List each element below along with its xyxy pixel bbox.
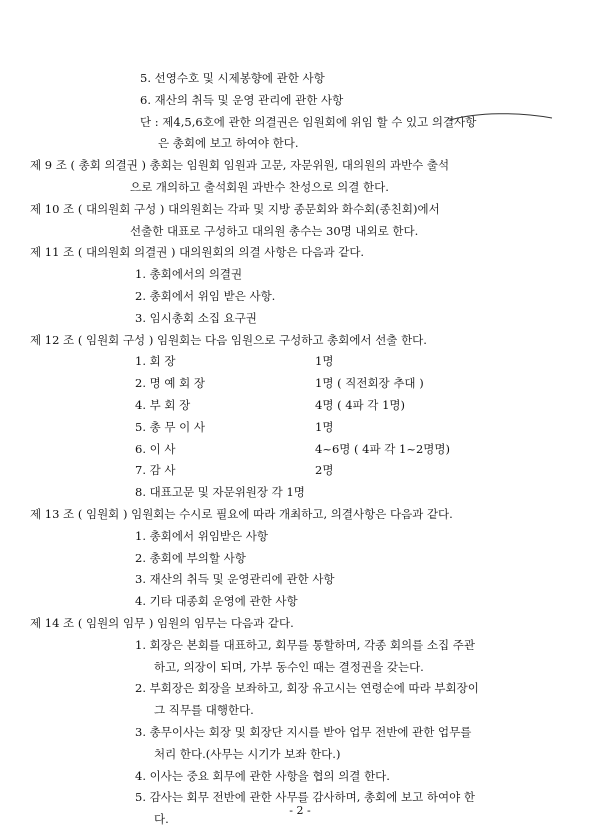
article-9-heading: 제 9 조 ( 총회 의결권 ) 총회는 임원회 임원과 고문, 자문위원, 대의원의 과반수 출석 [30,158,450,173]
duty-1-line-2: 하고, 의장이 되며, 가부 동수인 때는 결정권을 갖는다. [154,659,424,674]
officer-count: 4명 ( 4파 각 1명) [315,398,405,412]
officer-count: 2명 [315,463,334,478]
duty-2-line-1: 2. 부회장은 회장을 보좌하고, 회장 유고시는 연령순에 따라 부회장이 [135,681,479,696]
list-item: 3. 임시총회 소집 요구권 [135,310,257,325]
officer-role: 2. 명 예 회 장 [135,376,206,391]
article-9-continuation: 으로 개의하고 출석회원 과반수 찬성으로 의결 한다. [130,180,389,194]
officer-count: 4~6명 ( 4파 각 1~2명명) [315,441,450,456]
note-line-2: 은 총회에 보고 하여야 한다. [158,136,299,151]
list-item: 4. 기타 대종회 운영에 관한 사항 [135,594,298,609]
officer-count: 1명 [315,354,334,369]
list-item: 1. 총회에서의 의결권 [135,267,243,282]
officer-role: 6. 이 사 [135,441,176,456]
officer-role: 7. 감 사 [135,463,176,478]
list-item: 3. 재산의 취득 및 운영관리에 관한 사항 [135,572,335,587]
article-14-heading: 제 14 조 ( 임원의 임무 ) 임원의 임무는 다음과 같다. [30,616,294,630]
officer-role-last: 8. 대표고문 및 자문위원장 각 1명 [135,485,305,500]
duty-2-line-2: 그 직무를 대행한다. [154,703,254,718]
duty-3-line-2: 처리 한다.(사무는 시기가 보좌 한다.) [154,746,341,761]
handwritten-mark [448,108,558,128]
duty-3-line-1: 3. 총무이사는 회장 및 회장단 지시를 받아 업무 전반에 관한 업무를 [135,725,472,739]
duty-1-line-1: 1. 회장은 본회를 대표하고, 회무를 통할하며, 각종 회의를 소집 주관 [135,637,476,652]
list-item: 2. 총회에 부의할 사항 [135,550,246,565]
item-6: 6. 재산의 취득 및 운영 관리에 관한 사항 [140,92,344,107]
duty-5-line-2: 다. [154,812,169,827]
note-line-1: 단 : 제4,5,6호에 관한 의결권은 임원회에 위임 할 수 있고 의결사항 [140,114,477,129]
officer-count: 1명 ( 직전회장 추대 ) [315,376,424,391]
officer-count: 1명 [315,419,334,434]
officer-role: 5. 총 무 이 사 [135,419,206,434]
list-item: 1. 총회에서 위임받은 사항 [135,528,269,543]
page-number: - 2 - [289,804,311,817]
article-13-heading: 제 13 조 ( 임원회 ) 임원회는 수시로 필요에 따라 개최하고, 의결사항은 다음과 같다. [30,507,453,521]
item-5: 5. 선영수호 및 시제봉향에 관한 사항 [140,71,325,85]
article-11-heading: 제 11 조 ( 대의원회 의결권 ) 대의원회의 의결 사항은 다음과 같다. [30,245,365,260]
duty-4: 4. 이사는 중요 회무에 관한 사항을 협의 의결 한다. [135,768,390,783]
duty-5-line-1: 5. 감사는 회무 전반에 관한 사무를 감사하며, 총회에 보고 하여야 한 [135,790,476,805]
officer-role: 1. 회 장 [135,354,176,369]
officer-role: 4. 부 회 장 [135,398,191,412]
article-10-heading: 제 10 조 ( 대의원회 구성 ) 대의원회는 각파 및 지방 종문회와 화수회(종친회)에서 [30,201,440,216]
article-12-heading: 제 12 조 ( 임원회 구성 ) 임원회는 다음 임원으로 구성하고 총회에서 선출 한다. [30,332,427,347]
list-item: 2. 총회에서 위임 받은 사항. [135,289,276,303]
article-10-continuation: 선출한 대표로 구성하고 대의원 총수는 30명 내외로 한다. [130,223,419,238]
